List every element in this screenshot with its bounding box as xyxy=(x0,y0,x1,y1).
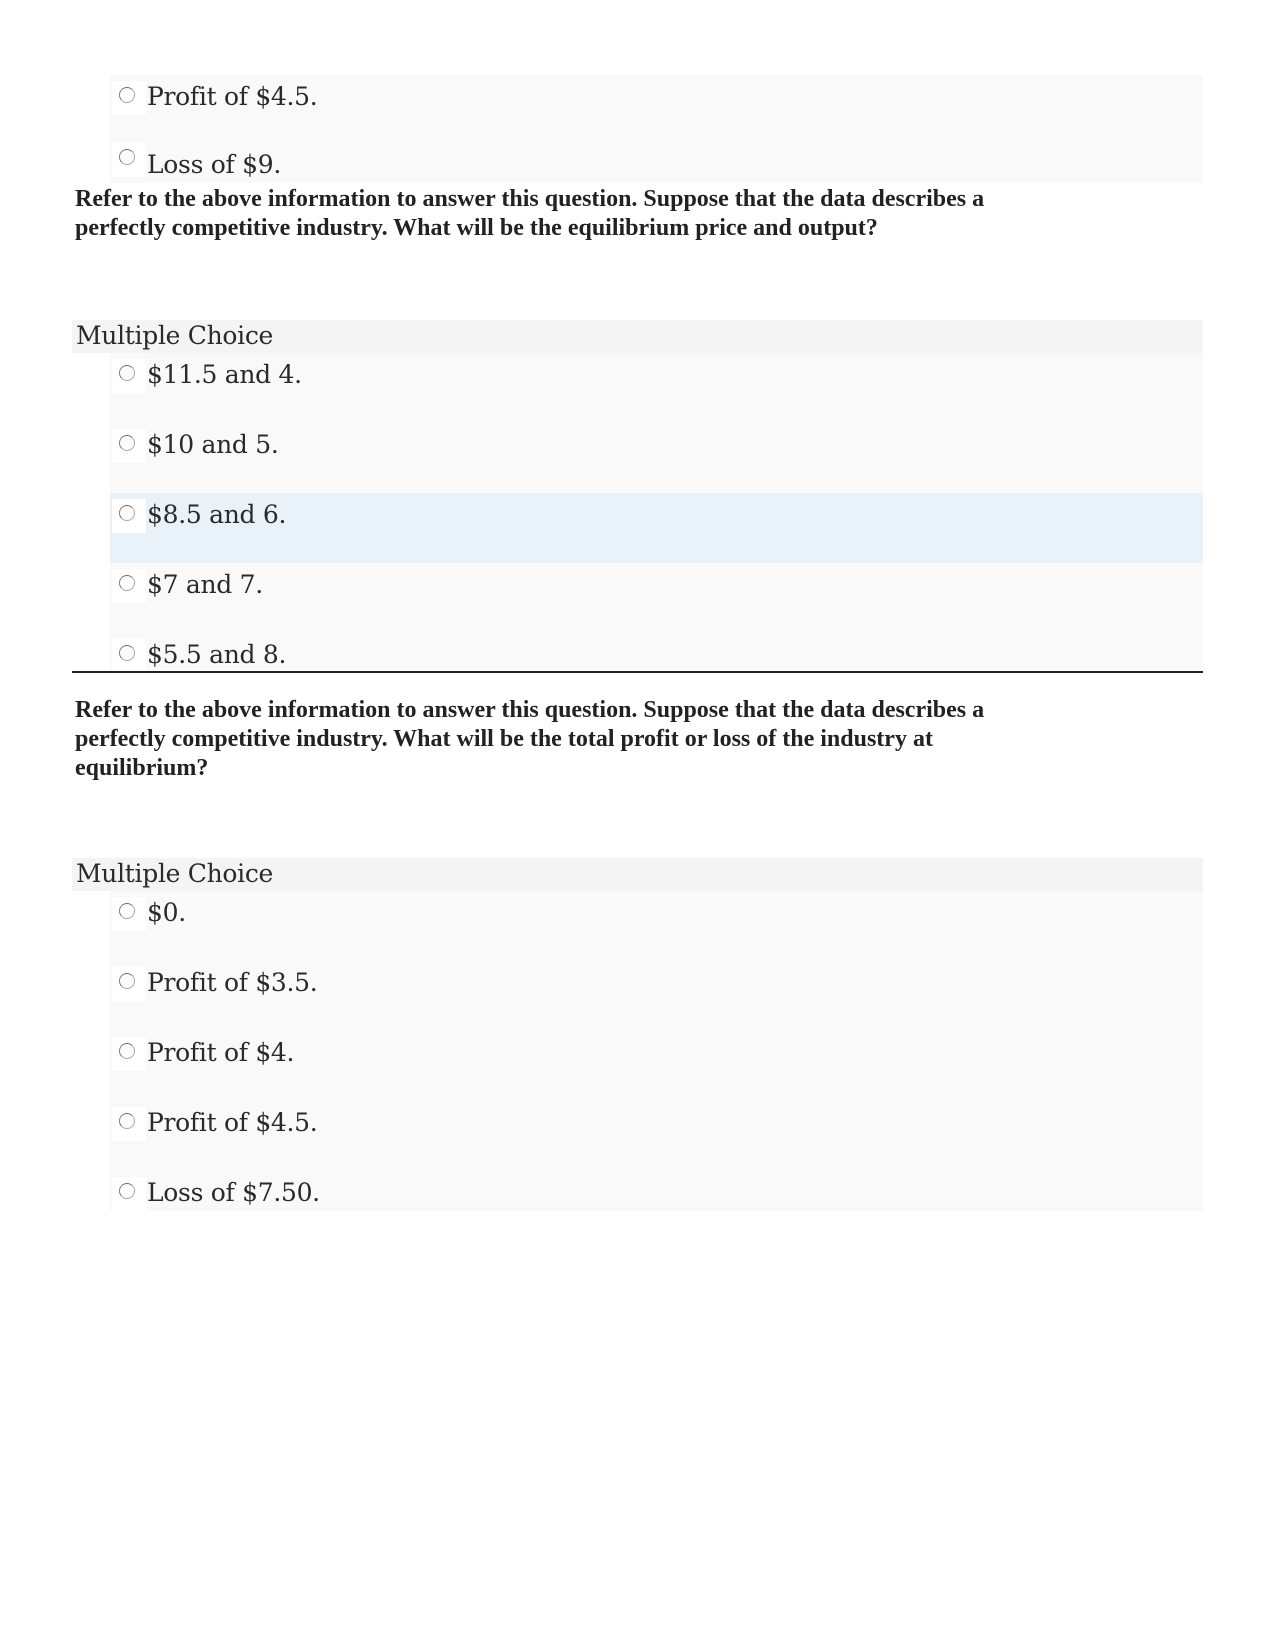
option-11-5-and-4[interactable] xyxy=(110,353,1203,423)
radio-box xyxy=(112,639,146,673)
radio-button-icon[interactable] xyxy=(119,87,135,103)
question-divider xyxy=(72,671,1203,673)
radio-box xyxy=(112,81,146,115)
radio-box xyxy=(112,429,146,463)
radio-button-icon[interactable] xyxy=(119,1183,135,1199)
option-label: Profit of $4. xyxy=(147,1038,295,1067)
option-profit-3-5[interactable] xyxy=(110,961,1203,1031)
radio-box xyxy=(112,1107,146,1141)
option-label: $5.5 and 8. xyxy=(147,640,287,669)
radio-button-icon[interactable] xyxy=(119,575,135,591)
question-2-prompt: Refer to the above information to answer this question. Suppose that the data describes a perfectly competitive industry. What will be the total profit or loss of the industry at equilibrium? xyxy=(75,697,985,781)
radio-button-icon[interactable] xyxy=(119,903,135,919)
option-label: Profit of $4.5. xyxy=(147,1108,318,1137)
option-profit-4-5[interactable] xyxy=(110,75,1203,145)
option-label: Loss of $7.50. xyxy=(147,1178,320,1207)
option-7-and-7[interactable] xyxy=(110,563,1203,633)
option-label: $8.5 and 6. xyxy=(147,500,287,529)
radio-box xyxy=(112,1037,146,1071)
option-label: Loss of $9. xyxy=(147,150,281,179)
question-1-options xyxy=(110,353,1203,670)
radio-button-icon[interactable] xyxy=(119,1113,135,1129)
radio-button-icon[interactable] xyxy=(119,505,135,521)
question-type-label: Multiple Choice xyxy=(76,321,274,350)
option-profit-4-5[interactable] xyxy=(110,1101,1203,1171)
prev-question-options xyxy=(110,75,1203,183)
option-loss-9[interactable] xyxy=(110,139,1203,183)
option-0[interactable] xyxy=(110,891,1203,961)
option-profit-4[interactable] xyxy=(110,1031,1203,1101)
question-2-type-header xyxy=(72,858,1203,891)
option-loss-7-50[interactable] xyxy=(110,1171,1203,1211)
option-5-5-and-8[interactable] xyxy=(110,633,1203,670)
question-2-options xyxy=(110,891,1203,1211)
question-1-prompt: Refer to the above information to answer this question. Suppose that the data describes a perfectly competitive industry. What will be the equilibrium price and output? xyxy=(75,186,985,241)
option-label: Profit of $4.5. xyxy=(147,82,318,111)
option-label: $11.5 and 4. xyxy=(147,360,302,389)
radio-button-icon[interactable] xyxy=(119,973,135,989)
question-1-type-header xyxy=(72,320,1203,353)
radio-box xyxy=(112,143,146,177)
radio-button-icon[interactable] xyxy=(119,365,135,381)
radio-box xyxy=(112,897,146,931)
option-8-5-and-6[interactable] xyxy=(110,493,1203,563)
radio-box xyxy=(112,569,146,603)
radio-box xyxy=(112,359,146,393)
option-label: $0. xyxy=(147,898,186,927)
option-10-and-5[interactable] xyxy=(110,423,1203,493)
radio-button-icon[interactable] xyxy=(119,435,135,451)
option-label: $10 and 5. xyxy=(147,430,279,459)
radio-box xyxy=(112,967,146,1001)
question-type-label: Multiple Choice xyxy=(76,859,274,888)
radio-button-icon[interactable] xyxy=(119,1043,135,1059)
radio-button-icon[interactable] xyxy=(119,149,135,165)
option-label: Profit of $3.5. xyxy=(147,968,318,997)
option-label: $7 and 7. xyxy=(147,570,263,599)
radio-box xyxy=(112,1177,146,1211)
radio-button-icon[interactable] xyxy=(119,645,135,661)
radio-box xyxy=(112,499,146,533)
